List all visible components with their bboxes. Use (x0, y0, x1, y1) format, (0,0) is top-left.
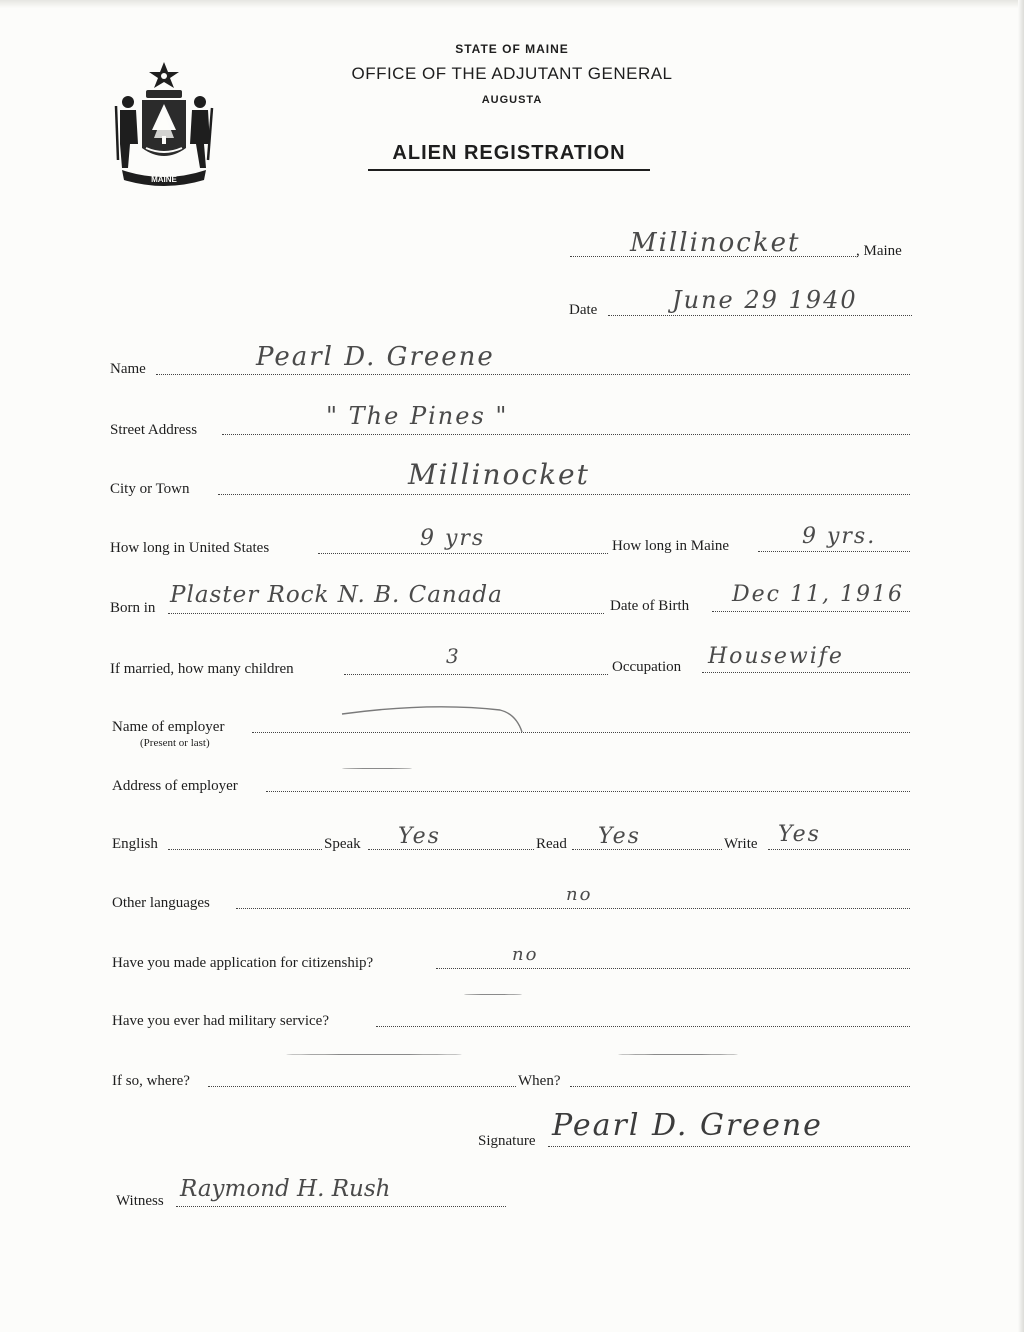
name-label: Name (110, 361, 146, 377)
citizenship-label: Have you made application for citizenship? (112, 955, 374, 971)
date-value: June 29 1940 (672, 286, 858, 314)
write-label: Write (724, 836, 758, 852)
header-state: STATE OF MAINE (455, 42, 569, 56)
date-label: Date (569, 302, 598, 318)
date-of-birth-value: Dec 11, 1916 (732, 582, 904, 607)
speak-line (368, 849, 534, 850)
employer-name-dash-mark (340, 700, 530, 740)
name-line (156, 374, 910, 375)
city-town-line (218, 494, 910, 495)
header-city: AUGUSTA (481, 94, 543, 106)
how-long-maine-line (758, 551, 910, 552)
speak-label: Speak (324, 836, 361, 852)
military-label: Have you ever had military service? (112, 1013, 329, 1029)
seal-banner-text: MAINE (151, 175, 177, 184)
employer-address-dash-mark (342, 768, 412, 769)
children-line (344, 674, 608, 675)
employer-address-label: Address of employer (112, 778, 238, 794)
how-long-us-label: How long in United States (110, 540, 270, 556)
where-dash-mark (286, 1054, 462, 1055)
other-languages-value: no (566, 884, 593, 905)
where-line (208, 1086, 516, 1087)
write-line (768, 849, 910, 850)
occupation-value: Housewife (708, 644, 844, 669)
born-in-value: Plaster Rock N. B. Canada (170, 582, 503, 608)
speak-value: Yes (398, 824, 441, 849)
name-value: Pearl D. Greene (256, 342, 495, 372)
read-label: Read (536, 836, 567, 852)
street-address-line (222, 434, 910, 435)
form-title: ALIEN REGISTRATION (368, 142, 650, 171)
how-long-maine-label: How long in Maine (612, 538, 730, 554)
other-languages-label: Other languages (112, 895, 210, 911)
page-edge-right (1018, 0, 1024, 1332)
how-long-us-line (318, 553, 608, 554)
occupation-line (702, 672, 910, 673)
where-label: If so, where? (112, 1073, 190, 1089)
location-city-value: Millinocket (630, 228, 801, 258)
born-in-line (168, 613, 604, 614)
employer-name-sublabel: (Present or last) (140, 737, 210, 749)
read-line (572, 849, 722, 850)
street-address-label: Street Address (110, 422, 198, 438)
date-of-birth-line (712, 611, 910, 612)
city-town-label: City or Town (110, 481, 190, 497)
page-edge-top (0, 0, 1024, 8)
header-office: OFFICE OF THE ADJUTANT GENERAL (351, 64, 673, 83)
location-state-label: , Maine (856, 243, 902, 259)
city-town-value: Millinocket (408, 458, 590, 491)
english-line (168, 849, 322, 850)
when-dash-mark (618, 1054, 738, 1055)
english-label: English (112, 836, 158, 852)
how-long-maine-value: 9 yrs. (802, 524, 877, 549)
signature-value: Pearl D. Greene (552, 1108, 823, 1143)
children-label: If married, how many children (110, 661, 294, 677)
date-line (608, 315, 912, 316)
read-value: Yes (598, 824, 641, 849)
employer-address-line (266, 791, 910, 792)
witness-value: Raymond H. Rush (180, 1176, 391, 1202)
military-line (376, 1026, 910, 1027)
employer-name-label: Name of employer (112, 719, 225, 735)
citizenship-line (436, 968, 910, 969)
other-languages-line (236, 908, 910, 909)
write-value: Yes (778, 822, 821, 847)
witness-label: Witness (116, 1193, 164, 1209)
occupation-label: Occupation (612, 659, 682, 675)
citizenship-value: no (512, 944, 539, 965)
when-label: When? (518, 1073, 561, 1089)
street-address-value: " The Pines " (326, 402, 509, 430)
witness-line (176, 1206, 506, 1207)
military-dash-mark (464, 994, 522, 995)
born-in-label: Born in (110, 600, 156, 616)
signature-line (548, 1146, 910, 1147)
signature-label: Signature (478, 1133, 536, 1149)
how-long-us-value: 9 yrs (420, 526, 486, 551)
when-line (570, 1086, 910, 1087)
children-value: 3 (446, 644, 461, 668)
date-of-birth-label: Date of Birth (610, 598, 690, 614)
